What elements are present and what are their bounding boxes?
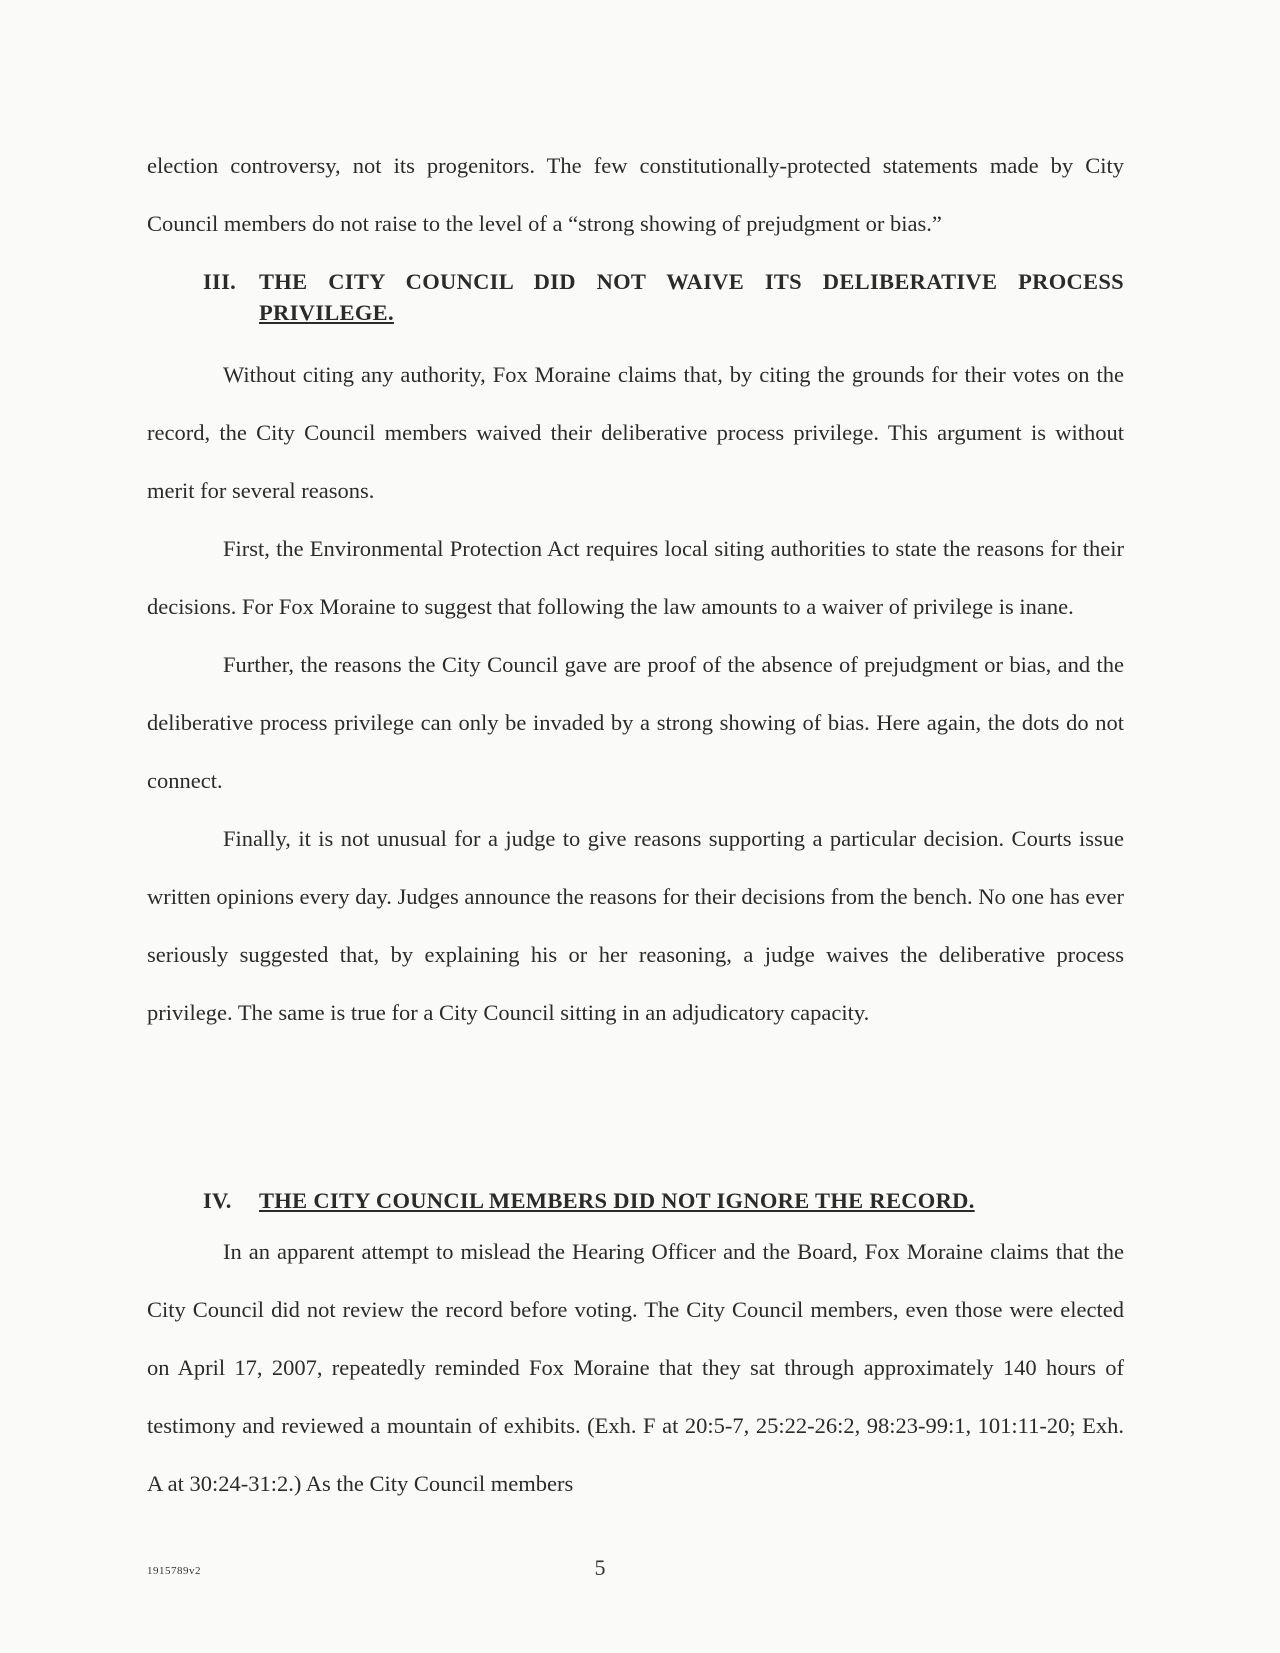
section-number: III. [203,269,237,294]
section-title [259,266,1124,328]
paragraph: Finally, it is not unusual for a judge to give reasons supporting a particular decision. Courts issue written opinions every day. Judges announce the reasons for their decisions from the bench. No one has ever seriously suggested that, by explaining his or her reasoning, a judge waives the deliberative process privilege. The same is true for a City Council sitting in an adjudicatory capacity. [147,826,1124,1025]
paragraph: In an apparent attempt to mislead the Hearing Officer and the Board, Fox Moraine claims that the City Council did not review the record before voting. The City Council members, even those were elected on April 17, 2007, repeatedly reminded Fox Moraine that they sat through approximately 140 hours of testimony and reviewed a mountain of exhibits. (Exh. F at 20:5-7, 25:22-26:2, 98:23-99:1, 101:11-20; Exh. A at 30:24-31:2.) As the City Council members [147,1239,1124,1496]
paragraph-continuation: election controversy, not its progenitors. The few constitutionally-protected statements made by City Council members do not raise to the level of a “strong showing of prejudgment or bias.” [147,153,1124,236]
section-heading-iv [203,1185,1124,1216]
paragraph: First, the Environmental Protection Act requires local siting authorities to state the reasons for their decisions. For Fox Moraine to suggest that following the law amounts to a waiver of privilege is inane. [147,536,1124,619]
document-id: 1915789v2 [147,1565,201,1577]
section-title: THE CITY COUNCIL MEMBERS DID NOT IGNORE THE RECORD. [259,1188,975,1213]
section-number: IV. [203,1188,232,1213]
section-iii-body [147,346,1124,1042]
paragraph: Further, the reasons the City Council gave are proof of the absence of prejudgment or bias, and the deliberative process privilege can only be invaded by a strong showing of bias. Here again, the dots do not connect. [147,652,1124,793]
page-number: 5 [594,1555,606,1580]
section-title-line1: THE CITY COUNCIL DID NOT WAIVE ITS DELIBERATIVE PROCESS [259,269,1124,294]
section-iv-body [147,1223,1124,1513]
section-title-line2: PRIVILEGE. [259,300,394,325]
section-heading-iii [203,266,1124,328]
opening-paragraph-block [147,137,1124,253]
paragraph: Without citing any authority, Fox Moraine claims that, by citing the grounds for their votes on the record, the City Council members waived their deliberative process privilege. This argument is without merit for several reasons. [147,362,1124,503]
